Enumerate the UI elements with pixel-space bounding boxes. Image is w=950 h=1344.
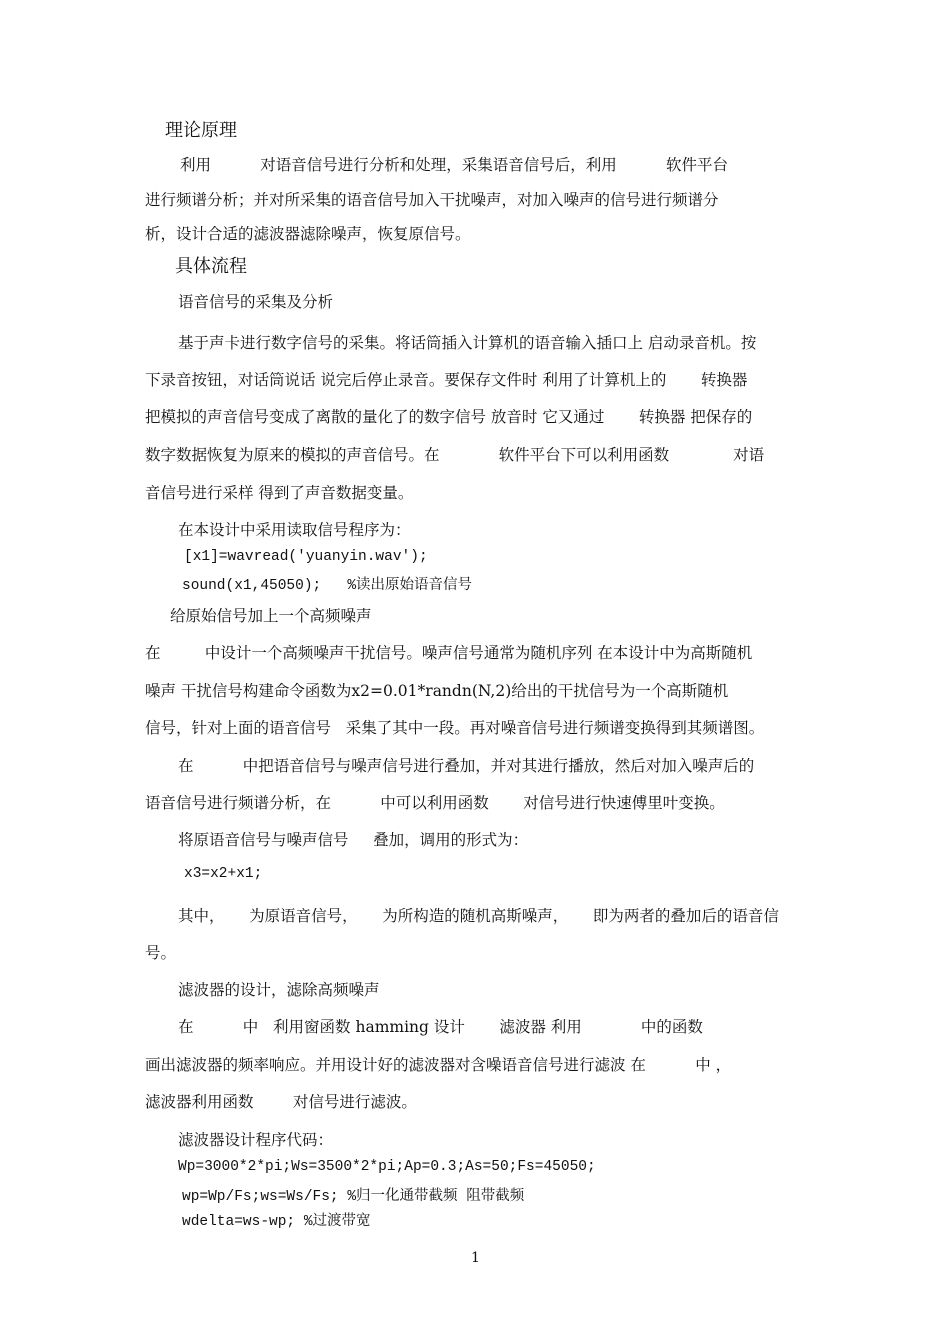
capture-line-4: 数字数据恢复为原来的模拟的声音信号。在 软件平台下可以利用函数 对语 xyxy=(145,446,765,464)
noise-line-1: 在 中设计一个高频噪声干扰信号。噪声信号通常为随机序列 在本设计中为高斯随机 xyxy=(145,644,753,662)
filter-line-3: 滤波器利用函数 对信号进行滤波。 xyxy=(145,1093,417,1111)
page-number: 1 xyxy=(471,1250,480,1266)
filter-code-intro: 滤波器设计程序代码： xyxy=(178,1131,334,1149)
add-intro: 将原语音信号与噪声信号 叠加，调用的形式为： xyxy=(178,831,529,849)
noise-line-3: 信号，针对上面的语音信号 采集了其中一段。再对噪音信号进行频谱变换得到其频谱图。 xyxy=(145,719,765,737)
code-read-line-2: sound(x1,45050); %读出原始语音信号 xyxy=(182,578,473,594)
mix-line-2: 语音信号进行频谱分析，在 中可以利用函数 对信号进行快速傅里叶变换。 xyxy=(145,794,725,812)
subheading-capture: 语音信号的采集及分析 xyxy=(178,293,334,311)
subheading-noise: 给原始信号加上一个高频噪声 xyxy=(170,607,372,625)
code-filter-line-1: Wp=3000*2*pi;Ws=3500*2*pi;Ap=0.3;As=50;Fs=45050; xyxy=(178,1159,596,1175)
capture-line-1: 基于声卡进行数字信号的采集。将话筒插入计算机的语音输入插口上 启动录音机。按 xyxy=(178,334,757,352)
capture-line-2: 下录音按钮，对话筒说话 说完后停止录音。要保存文件时 利用了计算机上的 转换器 xyxy=(145,371,748,389)
capture-line-5: 音信号进行采样 得到了声音数据变量。 xyxy=(145,484,414,502)
heading-process: 具体流程 xyxy=(175,256,247,277)
mix-line-1: 在 中把语音信号与噪声信号进行叠加，并对其进行播放，然后对加入噪声后的 xyxy=(178,757,755,775)
theory-line-3: 析，设计合适的滤波器滤除噪声，恢复原信号。 xyxy=(145,225,471,243)
heading-theory: 理论原理 xyxy=(165,120,237,141)
code-filter-line-3: wdelta=ws-wp; %过渡带宽 xyxy=(182,1214,371,1230)
read-intro: 在本设计中采用读取信号程序为： xyxy=(178,521,411,539)
filter-line-1: 在 中 利用窗函数 hamming 设计 滤波器 利用 中的函数 xyxy=(178,1018,703,1036)
code-read-line-1: [x1]=wavread('yuanyin.wav'); xyxy=(184,549,428,565)
filter-line-2: 画出滤波器的频率响应。并用设计好的滤波器对含噪语音信号进行滤波 在 中 ， xyxy=(145,1056,732,1074)
where-line-2: 号。 xyxy=(145,944,177,962)
code-filter-line-2: wp=Wp/Fs;ws=Ws/Fs; %归一化通带截频 阻带截频 xyxy=(182,1189,525,1205)
theory-line-2: 进行频谱分析；并对所采集的语音信号加入干扰噪声，对加入噪声的信号进行频谱分 xyxy=(145,191,719,209)
subheading-filter: 滤波器的设计，滤除高频噪声 xyxy=(178,981,380,999)
noise-line-2: 噪声 干扰信号构建命令函数为x2=0.01*randn(N,2)给出的干扰信号为一个高斯随机 xyxy=(145,682,729,700)
where-line-1: 其中， 为原语音信号， 为所构造的随机高斯噪声， 即为两者的叠加后的语音信 xyxy=(178,907,779,925)
code-add: x3=x2+x1; xyxy=(184,866,263,882)
theory-line-1: 利用 对语音信号进行分析和处理，采集语音信号后，利用 软件平台 xyxy=(180,156,729,174)
capture-line-3: 把模拟的声音信号变成了离散的量化了的数字信号 放音时 它又通过 转换器 把保存的 xyxy=(145,408,753,426)
